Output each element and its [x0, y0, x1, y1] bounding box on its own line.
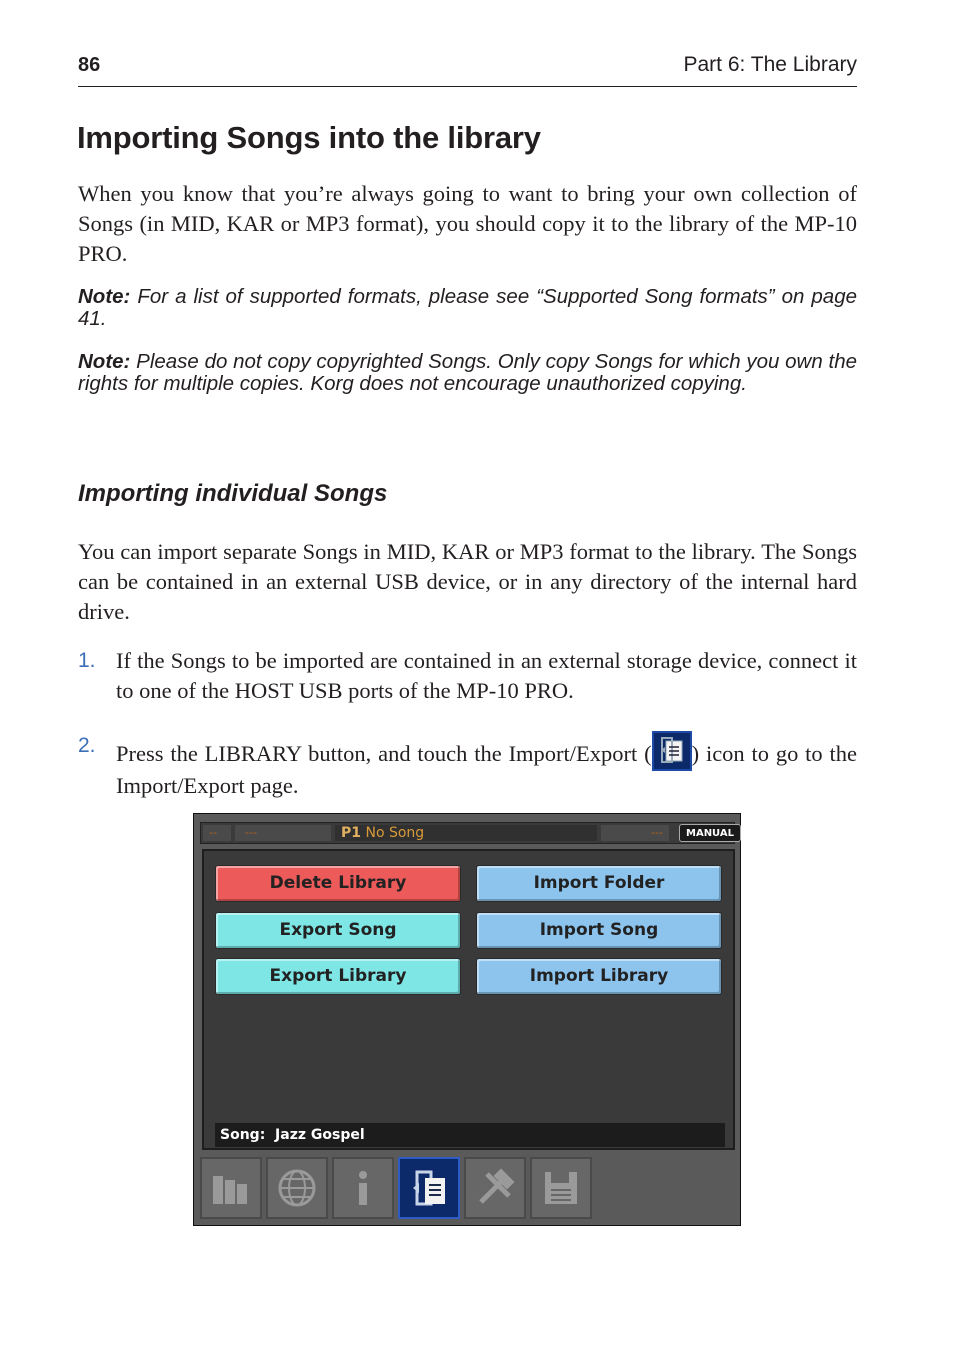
- note-text: For a list of supported formats, please see “Supported Song formats” on page 41.: [78, 285, 857, 330]
- step-text-after: ) icon to go to the Import/Export page.: [116, 741, 857, 798]
- import-library-button[interactable]: Import Library: [476, 958, 722, 995]
- note-text: Please do not copy copyrighted Songs. Only copy Songs for which you own the rights for multiple copies. Korg does not encourage unauthorized copying.: [78, 350, 857, 395]
- manual-button[interactable]: MANUAL: [679, 824, 741, 842]
- subheading: Importing individual Songs: [78, 480, 388, 507]
- status-cell: ---: [601, 825, 669, 841]
- song-label: No Song: [365, 825, 425, 841]
- status-bar: [200, 822, 735, 844]
- info-tab[interactable]: [332, 1157, 394, 1219]
- sub-intro-paragraph: You can import separate Songs in MID, KAR or MP3 format to the library. The Songs can be contained in an external USB device, or in any directory of the internal hard drive.: [78, 539, 857, 624]
- device-screen: [193, 813, 741, 1226]
- library-tab[interactable]: [200, 1157, 262, 1219]
- note-label: Note:: [78, 350, 131, 373]
- library-icon: [209, 1166, 253, 1210]
- import-export-icon: [652, 731, 692, 771]
- step-2: [78, 731, 857, 801]
- page-title: Importing Songs into the library: [77, 120, 541, 155]
- export-library-button[interactable]: Export Library: [215, 958, 461, 995]
- page-number: 86: [78, 54, 101, 76]
- status-cell: ---: [235, 825, 331, 841]
- step-number: 1.: [78, 649, 96, 672]
- globe-icon: [275, 1166, 319, 1210]
- save-tab[interactable]: [530, 1157, 592, 1219]
- note-formats: [78, 286, 857, 330]
- song-field-value: Jazz Gospel: [275, 1127, 365, 1143]
- save-icon: [539, 1166, 583, 1210]
- step-text: [116, 731, 857, 801]
- running-head: Part 6: The Library: [683, 53, 857, 76]
- step-1: [78, 646, 857, 706]
- import-song-button[interactable]: Import Song: [476, 912, 722, 949]
- step-number: 2.: [78, 734, 96, 757]
- step-text-before: Press the LIBRARY button, and touch the Import/Export (: [116, 741, 652, 766]
- tools-tab[interactable]: [464, 1157, 526, 1219]
- import-folder-button[interactable]: Import Folder: [476, 865, 722, 902]
- step-text: If the Songs to be imported are contained in an external storage device, connect it to one of the HOST USB ports of the MP-10 PRO.: [116, 648, 857, 703]
- status-cell: --: [203, 825, 231, 841]
- import-export-panel: [202, 849, 735, 1150]
- tools-icon: [473, 1166, 517, 1210]
- intro-paragraph: When you know that you’re always going to want to bring your own collection of Songs (in MID, KAR or MP3 format), you should copy it to the library of the MP-10 PRO.: [78, 181, 857, 266]
- export-song-button[interactable]: Export Song: [215, 912, 461, 949]
- import-export-tab[interactable]: [398, 1157, 460, 1219]
- note-copyright: [78, 351, 857, 395]
- song-field-label: Song:: [220, 1127, 266, 1143]
- program-label: P1: [341, 825, 362, 841]
- import-export-icon: [407, 1166, 451, 1210]
- selected-song-bar: [215, 1123, 725, 1147]
- delete-library-button[interactable]: Delete Library: [215, 865, 461, 902]
- note-label: Note:: [78, 285, 131, 308]
- globe-tab[interactable]: [266, 1157, 328, 1219]
- info-icon: [341, 1166, 385, 1210]
- current-song-display: [335, 825, 597, 841]
- page-header: [78, 52, 857, 87]
